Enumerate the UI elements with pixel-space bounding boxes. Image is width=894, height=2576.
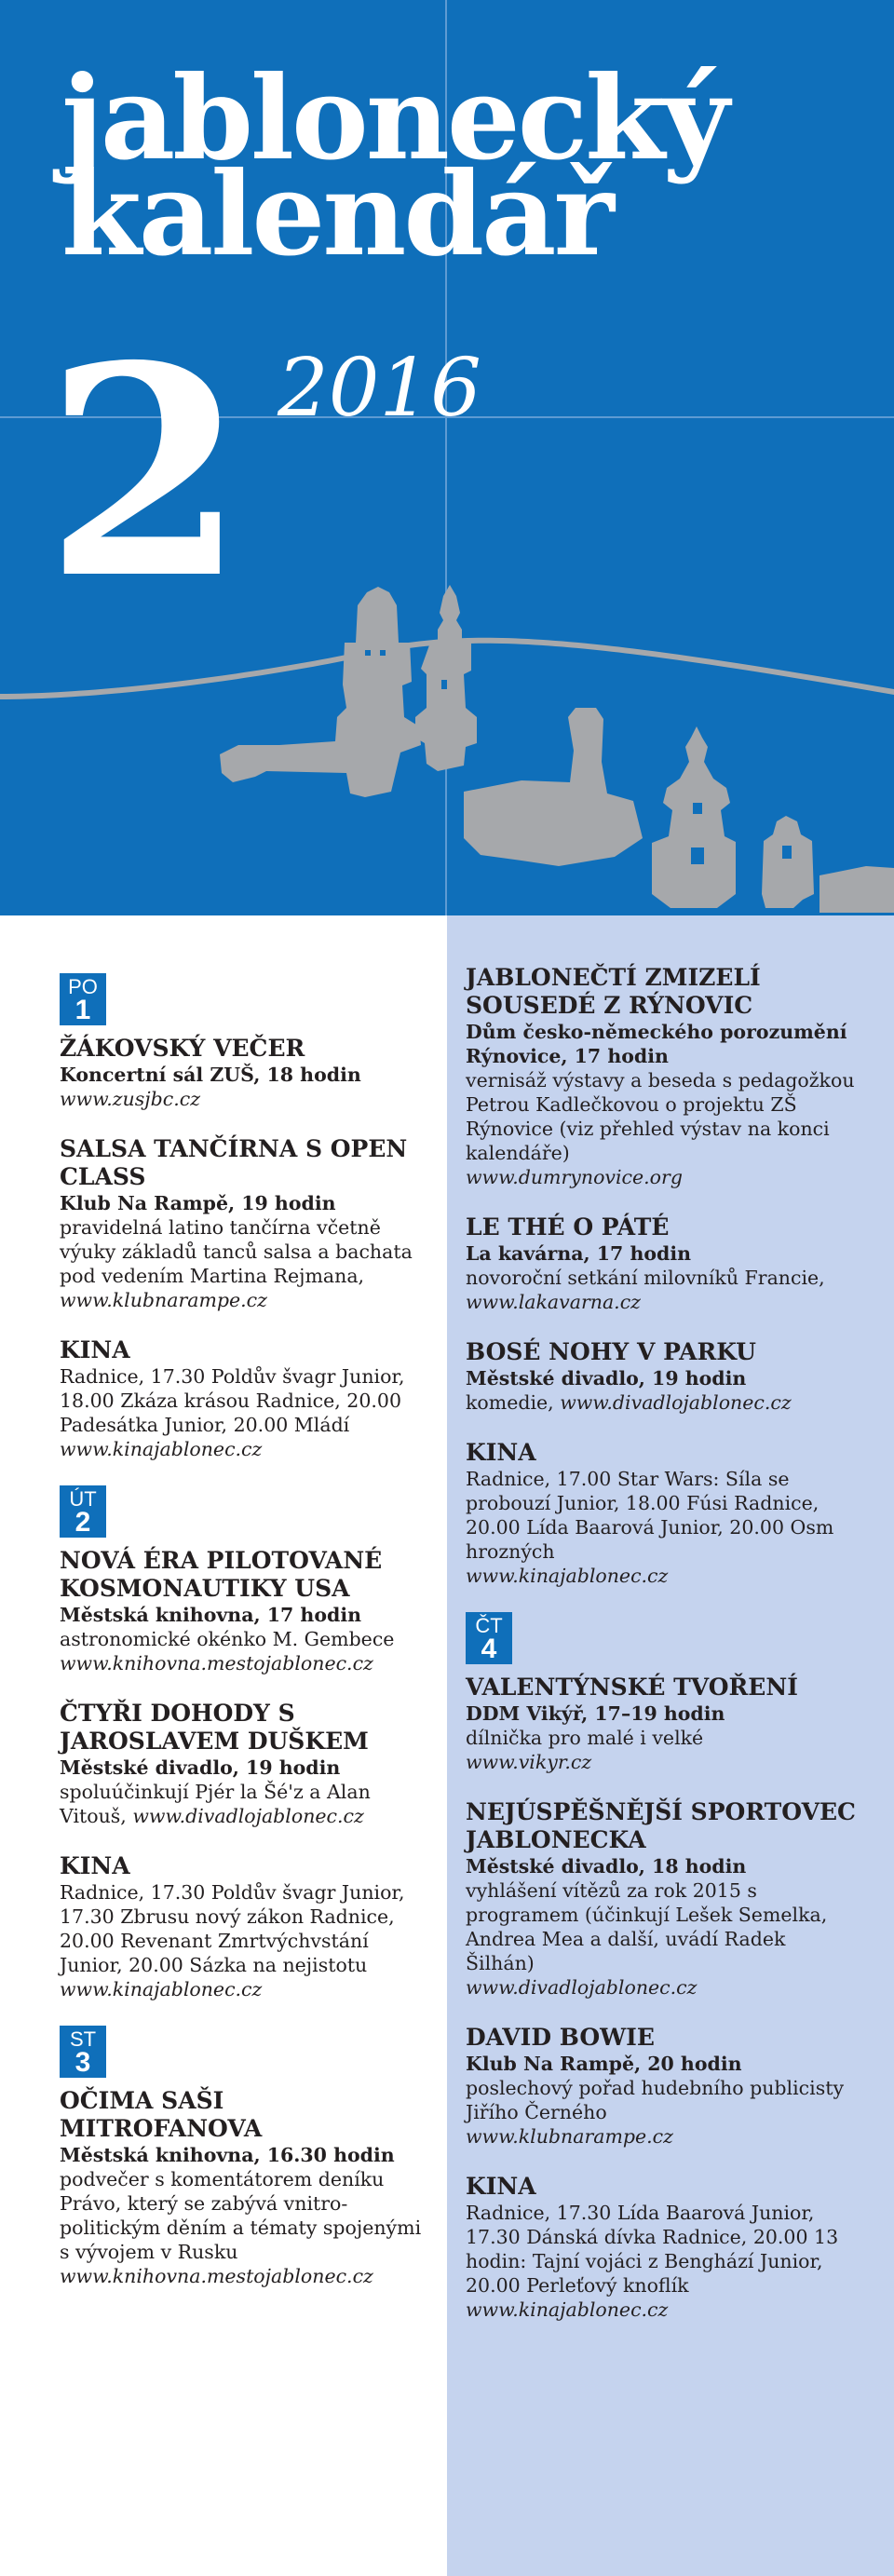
event-place: Koncertní sál ZUŠ, 18 hodin — [60, 1064, 361, 1086]
event-description: spoluúčinkují Pjér la Šé'z a Alan Vitouš, www.divadlojablonec.cz — [60, 1781, 371, 1827]
event-title: ČTYŘI DOHODY S JAROSLAVEM DUŠKEM — [60, 1700, 369, 1755]
event-description: Radnice, 17.00 Star Wars: Síla se probouzí Junior, 18.00 Fúsi Radnice, 20.00 Lída Baarová Junior, 20.00 Osm hrozných — [466, 1468, 834, 1563]
event-place: Městské divadlo, 19 hodin — [60, 1756, 341, 1779]
event-title: VALENTÝNSKÉ TVOŘENÍ — [466, 1674, 798, 1701]
event-title: NOVÁ ÉRA PILOTOVANÉ KOSMONAUTIKY USA — [60, 1547, 383, 1602]
event-item — [466, 1213, 857, 1314]
event-title: DAVID BOWIE — [466, 2024, 655, 2051]
event-url: www.kinajablonec.cz — [466, 1565, 669, 1587]
event-title: ŽÁKOVSKÝ VEČER — [60, 1035, 305, 1062]
month-number: 2 — [45, 304, 246, 643]
day-badge — [466, 1612, 512, 1664]
event-description: pravidelná latino tančírna včetně výuky základů tanců salsa a bachata pod vedením Martina Rejmana, www.klubnarampe.cz — [60, 1216, 413, 1311]
event-item — [466, 1674, 857, 1774]
event-url: www.dumrynovice.org — [466, 1166, 683, 1188]
day-number: 3 — [74, 2047, 91, 2078]
title-line-1: jablonecký — [61, 51, 727, 186]
event-url: www.kinajablonec.cz — [466, 2298, 669, 2321]
calendar-title — [61, 51, 727, 282]
event-item — [466, 2024, 857, 2149]
event-title: JABLONEČTÍ ZMIZELÍ SOUSEDÉ Z RÝNOVIC — [466, 964, 761, 1019]
right-column — [447, 915, 894, 2576]
event-title: BOSÉ NOHY V PARKU — [466, 1338, 756, 1365]
town-skyline-illustration — [0, 559, 894, 915]
left-column — [0, 915, 447, 2576]
event-url: www.divadlojablonec.cz — [560, 1391, 792, 1414]
event-place: Klub Na Rampě, 20 hodin — [466, 2053, 742, 2075]
event-url: www.kinajablonec.cz — [60, 1438, 263, 1460]
event-url: www.klubnarampe.cz — [466, 2125, 673, 2148]
event-description: dílnička pro malé i velké — [466, 1727, 704, 1749]
event-item — [60, 1852, 432, 2001]
day-badge — [60, 1485, 106, 1538]
right-column-content — [466, 964, 857, 2346]
event-url: www.kinajablonec.cz — [60, 1978, 263, 2000]
day-number: 4 — [481, 1634, 497, 1664]
event-url: www.zusjbc.cz — [60, 1088, 201, 1110]
event-place: La kavárna, 17 hodin — [466, 1242, 692, 1265]
event-item — [466, 1798, 857, 2000]
event-description: Radnice, 17.30 Poldův švagr Junior, 17.30 Zbrusu nový zákon Radnice, 20.00 Revenant Zmrtvýchvstání Junior, 20.00 Sázka na nejistotu — [60, 1881, 405, 1976]
event-place: Klub Na Rampě, 19 hodin — [60, 1192, 336, 1214]
day-name: ČT — [475, 1614, 503, 1637]
event-description: vyhlášení vítězů za rok 2015 s programem (účinkují Lešek Semelka, Andrea Mea a další, uvádí Radek Šilhán) — [466, 1879, 828, 1974]
event-title: LE THÉ O PÁTÉ — [466, 1213, 670, 1241]
day-badge — [60, 2026, 106, 2078]
event-url: www.knihovna.mestojablonec.cz — [60, 1652, 373, 1674]
event-item — [60, 2087, 432, 2288]
event-url: www.divadlojablonec.cz — [466, 1976, 698, 1999]
event-place: Městské divadlo, 18 hodin — [466, 1855, 747, 1878]
event-item — [466, 964, 857, 1189]
event-item — [60, 1035, 432, 1111]
day-number: 2 — [74, 1507, 91, 1538]
day-name: PO — [68, 975, 98, 998]
event-place: DDM Vikýř, 17–19 hodin — [466, 1702, 725, 1725]
day-name: ST — [69, 2027, 97, 2051]
event-place: Městská knihovna, 17 hodin — [60, 1604, 362, 1626]
event-title: KINA — [466, 2173, 536, 2200]
event-place: Městská knihovna, 16.30 hodin — [60, 2144, 395, 2166]
day-name: ÚT — [69, 1487, 97, 1511]
event-item — [60, 1135, 432, 1312]
event-item — [60, 1336, 432, 1461]
event-url: www.lakavarna.cz — [466, 1291, 641, 1313]
event-description: Radnice, 17.30 Poldův švagr Junior, 18.00 Zkáza krásou Radnice, 20.00 Padesátka Junior, 20.00 Mládí — [60, 1365, 405, 1436]
day-badge — [60, 973, 106, 1025]
left-column-content — [60, 973, 432, 2312]
event-url: www.divadlojablonec.cz — [132, 1805, 364, 1827]
event-item — [466, 1338, 857, 1415]
event-description: podvečer s komentátorem deníku Právo, který se zabývá vnitro-politickým děním a tématy spojenými s vývojem v Rusku — [60, 2168, 422, 2263]
event-title: KINA — [60, 1336, 130, 1363]
event-title: SALSA TANČÍRNA S OPEN CLASS — [60, 1135, 408, 1190]
event-title: KINA — [466, 1439, 536, 1466]
calendar-header — [0, 0, 894, 915]
event-title: OČIMA SAŠI MITROFANOVA — [60, 2087, 263, 2142]
event-title: KINA — [60, 1852, 130, 1879]
event-item — [60, 1700, 432, 1828]
event-description: vernisáž výstavy a beseda s pedagožkou Petrou Kadlečkovou o projektu ZŠ Rýnovice (viz přehled výstav na konci kalendáře) — [466, 1069, 855, 1164]
event-url: www.vikyr.cz — [466, 1751, 592, 1773]
event-place: Dům česko-německého porozumění Rýnovice, 17 hodin — [466, 1021, 847, 1067]
year-label: 2016 — [278, 342, 481, 435]
event-url: www.knihovna.mestojablonec.cz — [60, 2265, 373, 2287]
event-item — [466, 2173, 857, 2322]
event-description: astronomické okénko M. Gembece — [60, 1628, 395, 1650]
event-item — [466, 1439, 857, 1588]
title-line-2: kalendář — [61, 147, 612, 282]
event-url: www.klubnarampe.cz — [60, 1289, 267, 1311]
event-description: komedie, www.divadlojablonec.cz — [466, 1391, 792, 1414]
event-description: novoroční setkání milovníků Francie, www.lakavarna.cz — [466, 1267, 825, 1313]
event-place: Městské divadlo, 19 hodin — [466, 1367, 747, 1390]
event-description: Radnice, 17.30 Lída Baarová Junior, 17.30 Dánská dívka Radnice, 20.00 13 hodin: Tajní vojáci z Benghází Junior, 20.00 Perleťový knoflík — [466, 2202, 839, 2297]
event-description: poslechový pořad hudebního publicisty Jiřího Černého — [466, 2077, 845, 2123]
day-number: 1 — [74, 995, 91, 1025]
event-item — [60, 1547, 432, 1675]
event-title: NEJÚSPĚŠNĚJŠÍ SPORTOVEC JABLONECKA — [466, 1798, 856, 1853]
